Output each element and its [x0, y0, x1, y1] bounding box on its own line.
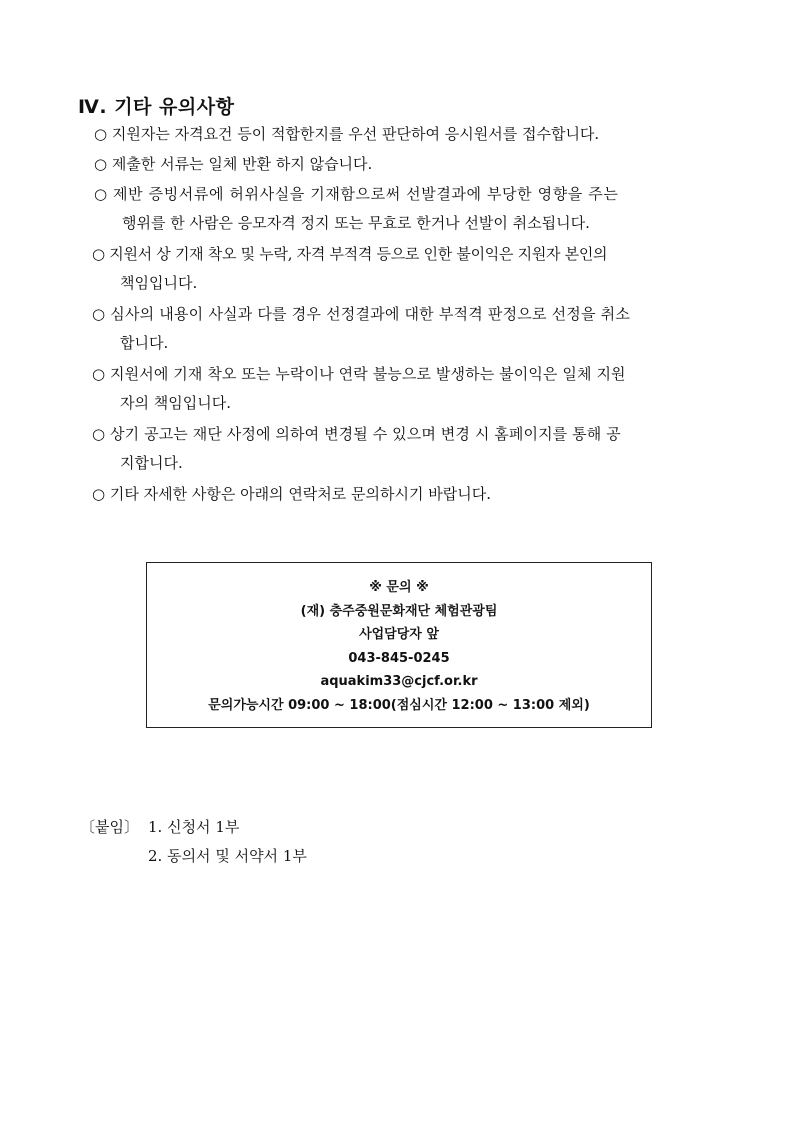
note-line: 자의 책임입니다.	[120, 394, 231, 412]
contact-phone: 043-845-0245	[348, 650, 450, 666]
note-line: ○ 제반 증빙서류에 허위사실을 기재함으로써 선발결과에 부당한 영향을 주는	[94, 185, 619, 203]
list-item	[94, 150, 714, 179]
attachments-label: 〔붙임〕	[80, 818, 139, 836]
note-line: ○ 지원서 상 기재 착오 및 누락, 자격 부적격 등으로 인한 불이익은 지원자 본인의	[92, 245, 608, 263]
list-item	[92, 300, 716, 358]
list-item	[94, 120, 714, 149]
note-line: ○ 지원자는 자격요건 등이 적합한지를 우선 판단하여 응시원서를 접수합니다.	[94, 125, 600, 143]
note-line: 책임입니다.	[120, 274, 198, 292]
note-line: 지합니다.	[120, 454, 183, 472]
note-line: ○ 상기 공고는 재단 사정에 의하여 변경될 수 있으며 변경 시 홈페이지를 통해 공	[92, 425, 621, 443]
list-item	[92, 360, 716, 418]
list-item	[92, 480, 716, 509]
list-item	[92, 420, 716, 478]
attachment-item: 2. 동의서 및 서약서 1부	[148, 847, 307, 865]
contact-email: aquakim33@cjcf.or.kr	[320, 674, 478, 689]
contact-recipient: 사업담당자 앞	[359, 627, 439, 642]
contact-organization: (재) 충주중원문화재단 체험관광팀	[300, 603, 498, 619]
contact-heading: ※ 문의 ※	[369, 580, 429, 595]
section-title: Ⅳ. 기타 유의사항	[78, 96, 235, 118]
list-item	[92, 240, 716, 298]
note-line: 합니다.	[120, 334, 169, 352]
note-line: ○ 기타 자세한 사항은 아래의 연락처로 문의하시기 바랍니다.	[92, 485, 491, 503]
contact-hours: 문의가능시간 09:00 ~ 18:00(점심시간 12:00 ~ 13:00 제외)	[208, 697, 590, 713]
list-item	[94, 180, 714, 238]
note-line: 행위를 한 사람은 응모자격 정지 또는 무효로 한거나 선발이 취소됩니다.	[122, 214, 590, 232]
note-line: ○ 제출한 서류는 일체 반환 하지 않습니다.	[94, 155, 373, 173]
note-line: ○ 지원서에 기재 착오 또는 누락이나 연락 불능으로 발생하는 불이익은 일체 지원	[92, 365, 626, 383]
note-line: ○ 심사의 내용이 사실과 다를 경우 선정결과에 대한 부적격 판정으로 선정을 취소	[92, 305, 631, 323]
contact-box	[146, 562, 652, 728]
attachment-item: 1. 신청서 1부	[148, 818, 240, 836]
